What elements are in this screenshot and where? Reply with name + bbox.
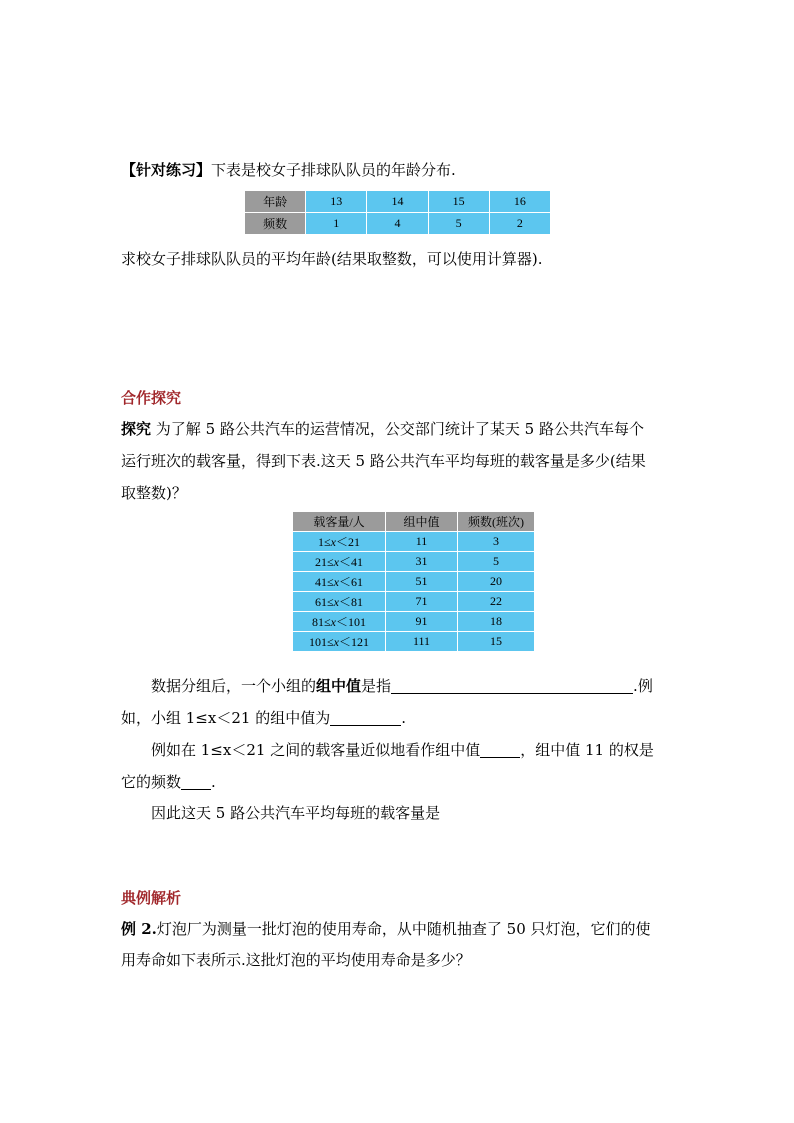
practice-intro	[121, 160, 456, 180]
freq-cell: 22	[458, 592, 535, 612]
range-cell	[293, 612, 386, 632]
example-text-1	[121, 919, 651, 939]
freq-cell: 3	[458, 532, 535, 552]
explore-text-2: 运行班次的载客量，得到下表.这天 5 路公共汽车平均每班的载客量是多少(结果	[121, 452, 646, 470]
answer-blank[interactable]	[391, 679, 633, 694]
range-hi: 61	[350, 575, 363, 589]
table-row	[293, 572, 535, 592]
explore-text-3: 取整数)？	[121, 484, 187, 502]
freq-cell: 18	[458, 612, 535, 632]
le-sign: ≤	[324, 535, 331, 549]
range-lo: 61	[315, 595, 328, 609]
explore-text-1	[121, 419, 644, 439]
range-hi: 81	[350, 595, 363, 609]
age-cell: 14	[367, 191, 428, 213]
col-header: 载客量/人	[293, 512, 386, 532]
example-tag: 例 2.	[121, 920, 157, 938]
range-hi: 121	[350, 635, 369, 649]
lt-sign: ＜	[335, 615, 348, 629]
var-x: x	[330, 615, 336, 629]
freq-row	[245, 213, 551, 235]
lt-sign: ＜	[338, 575, 351, 589]
range-hi: 41	[350, 555, 363, 569]
p1-text: 数据分组后，一个小组的	[151, 677, 317, 695]
freq-cell: 15	[458, 632, 535, 652]
range-cell	[293, 572, 386, 592]
freq-cell: 2	[489, 213, 550, 235]
range-cell	[293, 632, 386, 652]
range-lo: 1	[318, 535, 325, 549]
p2-text: 如，小组 1≤x＜21 的组中值为	[121, 709, 331, 727]
lt-sign: ＜	[338, 635, 351, 649]
p3-text: 例如在 1≤x＜21 之间的载客量近似地看作组中值	[151, 741, 481, 759]
var-x: x	[333, 595, 339, 609]
weight-explanation	[151, 740, 654, 760]
age-cell: 15	[428, 191, 489, 213]
mid-cell: 11	[386, 532, 458, 552]
practice-question: 求校女子排球队队员的平均年龄(结果取整数，可以使用计算器).	[121, 250, 543, 268]
table-row	[293, 532, 535, 552]
le-sign: ≤	[327, 595, 334, 609]
answer-blank[interactable]	[181, 775, 211, 790]
range-cell	[293, 592, 386, 612]
p1-text-b: 是指	[361, 677, 392, 695]
mid-cell: 71	[386, 592, 458, 612]
age-cell: 16	[489, 191, 550, 213]
var-x: x	[333, 575, 339, 589]
freq-cell: 5	[428, 213, 489, 235]
mid-cell: 111	[386, 632, 458, 652]
lt-sign: ＜	[338, 595, 351, 609]
mid-cell: 91	[386, 612, 458, 632]
explore-text-1-content: 为了解 5 路公共汽车的运营情况，公交部门统计了某天 5 路公共汽车每个	[155, 420, 644, 438]
freq-cell: 20	[458, 572, 535, 592]
age-table	[244, 190, 551, 235]
var-x: x	[330, 535, 336, 549]
var-x: x	[333, 635, 339, 649]
range-cell	[293, 552, 386, 572]
le-sign: ≤	[327, 575, 334, 589]
table-row	[293, 632, 535, 652]
col-header: 频数(班次)	[458, 512, 535, 532]
range-hi: 21	[347, 535, 360, 549]
mid-cell: 51	[386, 572, 458, 592]
freq-cell: 4	[367, 213, 428, 235]
mid-cell: 31	[386, 552, 458, 572]
p4-text-b: .	[211, 773, 216, 791]
explore-heading: 合作探究	[121, 389, 182, 407]
p3-text-b: ，组中值 11 的权是	[520, 741, 654, 759]
example-heading: 典例解析	[121, 889, 182, 907]
passenger-header-row	[293, 512, 535, 532]
example-text-1-content: 灯泡厂为测量一批灯泡的使用寿命，从中随机抽查了 50 只灯泡，它们的使	[156, 920, 651, 938]
range-lo: 81	[312, 615, 325, 629]
age-row	[245, 191, 551, 213]
range-cell	[293, 532, 386, 552]
le-sign: ≤	[327, 635, 334, 649]
average-conclusion: 因此这天 5 路公共汽车平均每班的载客量是	[151, 804, 441, 822]
age-header: 年龄	[245, 191, 306, 213]
col-header: 组中值	[386, 512, 458, 532]
var-x: x	[333, 555, 339, 569]
table-row	[293, 612, 535, 632]
p2-text-b: .	[401, 709, 406, 727]
le-sign: ≤	[324, 615, 331, 629]
practice-tag: 【针对练习】	[121, 161, 212, 179]
age-cell: 13	[306, 191, 367, 213]
midpoint-term: 组中值	[316, 677, 362, 695]
le-sign: ≤	[327, 555, 334, 569]
answer-blank[interactable]	[480, 743, 520, 758]
freq-cell: 5	[458, 552, 535, 572]
answer-blank[interactable]	[330, 711, 401, 726]
practice-intro-text: 下表是校女子排球队队员的年龄分布.	[211, 161, 456, 179]
range-lo: 101	[309, 635, 328, 649]
range-hi: 101	[347, 615, 366, 629]
weight-explanation-2	[121, 772, 216, 792]
explore-tag: 探究	[121, 420, 152, 438]
passenger-table	[292, 511, 535, 652]
p1-text-c: .例	[633, 677, 653, 695]
midpoint-example	[121, 708, 406, 728]
range-lo: 21	[315, 555, 328, 569]
midpoint-definition	[151, 676, 653, 696]
p4-text: 它的频数	[121, 773, 182, 791]
lt-sign: ＜	[335, 535, 348, 549]
lt-sign: ＜	[338, 555, 351, 569]
table-row	[293, 592, 535, 612]
table-row	[293, 552, 535, 572]
freq-cell: 1	[306, 213, 367, 235]
freq-header: 频数	[245, 213, 306, 235]
example-text-2: 用寿命如下表所示.这批灯泡的平均使用寿命是多少？	[121, 951, 471, 969]
range-lo: 41	[315, 575, 328, 589]
